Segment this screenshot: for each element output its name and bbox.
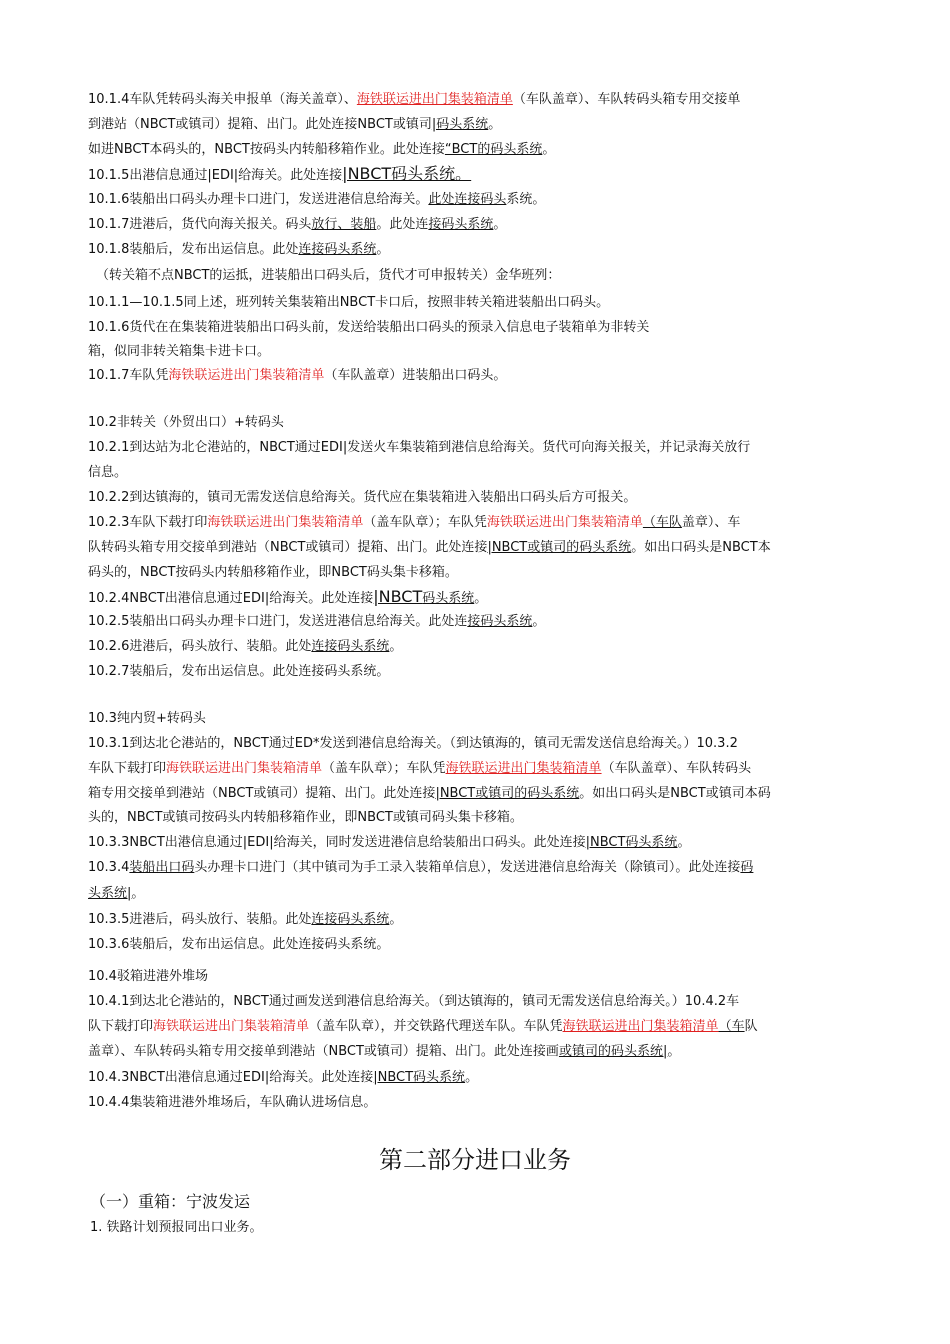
text-segment: 10.4.4集装箱进港外堆场后，车队确认进场信息。 xyxy=(88,1095,377,1110)
text-segment: 。 xyxy=(532,614,546,629)
part-title: 第二部分进口业务 xyxy=(379,1146,571,1174)
text-line xyxy=(88,635,868,660)
text-segment: 队转码头箱专用交接单到港站（NBCT或镇司）提箱、出门。此处连接 xyxy=(88,540,488,555)
text-line xyxy=(88,486,868,511)
text-segment: 如进NBCT本码头的，NBCT按码头内转船移箱作业。此处连接 xyxy=(88,142,445,157)
text-line xyxy=(88,561,868,586)
text-line: 1. 铁路计划预报同出口业务。 xyxy=(90,1220,263,1235)
text-segment: 此处连接码头 xyxy=(428,192,507,207)
text-line xyxy=(88,882,868,907)
text-segment: 或镇司的码头系统| xyxy=(558,1044,668,1059)
text-line xyxy=(88,732,868,757)
text-segment: 海铁联运进出门集装箱清单 xyxy=(486,515,643,530)
text-segment: 。 xyxy=(465,1070,479,1085)
text-line xyxy=(88,1015,868,1040)
text-line xyxy=(88,188,868,213)
text-segment: （车队盖章）进装船出口码头。 xyxy=(324,368,507,383)
text-line xyxy=(88,831,868,856)
text-segment: （转关箱不点NBCT的运抵，进装船出口码头后，货代才可申报转关）金华班列： xyxy=(96,268,561,283)
text-segment: |NBCT码头系统 xyxy=(373,1070,466,1085)
text-segment: 10.3.4 xyxy=(88,860,130,875)
text-segment: 。 xyxy=(376,242,390,257)
text-line xyxy=(88,782,868,807)
text-segment: 装船出口码 xyxy=(129,860,195,875)
text-segment: 。 xyxy=(493,217,507,232)
section-heading xyxy=(88,965,868,990)
text-segment: （车 xyxy=(718,1019,745,1034)
text-line xyxy=(88,213,868,238)
text-segment: 盖章）、车队转码头箱专用交接单到港站（NBCT或镇司）提箱、出门。此处连接画 xyxy=(88,1044,559,1059)
text-segment: 。 xyxy=(389,639,403,654)
text-segment: 10.3纯内贸+转码头 xyxy=(88,711,206,726)
text-segment: 10.2.1到达站为北仑港站的，NBCT通过EDI|发送火车集装箱到港信息给海关。货代可向海关报关，并记录海关放行 xyxy=(88,440,751,455)
text-segment: 盖章）、车 xyxy=(681,515,741,530)
text-segment: 。 xyxy=(677,835,691,850)
text-segment: 头办理卡口进门（其中镇司为手工录入装箱单信息），发送进港信息给海关（除镇司）。此处连接 xyxy=(194,860,741,875)
text-line xyxy=(88,1066,868,1091)
section-heading xyxy=(88,411,868,436)
text-segment: 系统。 xyxy=(506,192,546,207)
text-segment: 10.2非转关（外贸出口）+转码头 xyxy=(88,415,284,430)
text-segment: 10.4.3NBCT出港信息通过EDI|给海关。此处连接 xyxy=(88,1070,374,1085)
text-segment: 10.3.5进港后，码头放行、装船。此处 xyxy=(88,912,312,927)
text-segment: |码头系统 xyxy=(431,117,489,132)
text-segment: 队 xyxy=(744,1019,758,1034)
text-segment: 10.1.5出港信息通过|EDI|给海关。此处连接 xyxy=(88,168,343,183)
text-segment: 海铁联运进出门集装箱清单 xyxy=(166,761,323,776)
text-line xyxy=(88,113,868,138)
text-segment: （车队盖章）、车队转码头 xyxy=(601,761,752,776)
text-segment: 。 xyxy=(488,117,502,132)
text-segment: 车队下载打印 xyxy=(88,761,167,776)
text-segment: 连接码头系统 xyxy=(298,242,377,257)
text-segment: 。 xyxy=(474,591,488,606)
text-segment: 。 xyxy=(542,142,556,157)
text-line xyxy=(88,1040,868,1065)
text-line xyxy=(88,340,868,365)
text-line xyxy=(88,990,868,1015)
text-segment: 10.2.4NBCT出港信息通过EDI|给海关。此处连接 xyxy=(88,591,374,606)
text-segment: 10.1.8装船后，发布出运信息。此处 xyxy=(88,242,299,257)
text-segment: 连接码头系统 xyxy=(311,912,390,927)
text-line xyxy=(88,316,868,341)
text-line xyxy=(88,908,868,933)
text-line xyxy=(88,436,868,461)
text-segment: 10.4.1到达北仑港站的，NBCT通过画发送到港信息给海关。（到达镇海的，镇司无需发送信息给海关。）10.4.2车 xyxy=(88,994,740,1009)
subsection-title: （一）重箱：宁波发运 xyxy=(90,1192,251,1211)
text-line xyxy=(88,461,868,486)
text-segment: 10.2.5装船出口码头办理卡口进门，发送进港信息给海关。此处连 xyxy=(88,614,468,629)
text-segment: 放行、装船 xyxy=(311,217,377,232)
text-segment: 队下载打印 xyxy=(88,1019,154,1034)
text-segment: 海铁联运进出门集装箱清单 xyxy=(153,1019,310,1034)
text-segment: |NBCT或镇司的码头系统 xyxy=(487,540,632,555)
text-segment: （车队 xyxy=(642,515,682,530)
text-line xyxy=(88,660,868,685)
text-segment: 箱，似同非转关箱集卡进卡口。 xyxy=(88,344,271,359)
text-segment: 海铁联运进出门集装箱清单 xyxy=(562,1019,719,1034)
text-line xyxy=(88,291,868,316)
text-segment: 海铁联运进出门集装箱清单 xyxy=(356,92,513,107)
text-line xyxy=(88,511,868,536)
text-segment: 10.4驳箱进港外堆场 xyxy=(88,969,208,984)
text-segment: 到港站（NBCT或镇司）提箱、出门。此处连接NBCT或镇司 xyxy=(88,117,432,132)
text-line xyxy=(88,757,868,782)
text-line xyxy=(88,856,868,881)
text-segment: 10.3.3NBCT出港信息通过|EDI|给海关，同时发送进港信息给装船出口码头。此处连接 xyxy=(88,835,586,850)
text-segment: 海铁联运进出门集装箱清单 xyxy=(207,515,364,530)
text-segment: 10.1.4车队凭转码头海关申报单（海关盖章）、 xyxy=(88,92,357,107)
text-segment: 码 xyxy=(740,860,754,875)
text-segment: 10.1.7进港后，货代向海关报关。码头 xyxy=(88,217,312,232)
text-line xyxy=(88,536,868,561)
text-segment: “BCT的码头系统 xyxy=(444,142,543,157)
text-segment: 接码头系统 xyxy=(467,614,533,629)
text-segment: 。此处连 xyxy=(376,217,429,232)
text-line xyxy=(88,806,868,831)
text-segment: 10.1.1—10.1.5同上述，班列转关集装箱出NBCT卡口后，按照非转关箱进装船出口码头。 xyxy=(88,295,610,310)
section-heading xyxy=(88,707,868,732)
text-segment: 头系统| xyxy=(88,886,132,901)
text-segment: 10.2.3车队下载打印 xyxy=(88,515,208,530)
text-segment: 码头的，NBCT按码头内转船移箱作业，即NBCT码头集卡移箱。 xyxy=(88,565,458,580)
text-segment: 10.1.6装船出口码头办理卡口进门，发送进港信息给海关。 xyxy=(88,192,429,207)
text-segment: 10.3.1到达北仑港站的，NBCT通过ED*发送到港信息给海关。（到达镇海的，镇司无需发送信息给海关。）10.3.2 xyxy=(88,736,738,751)
text-segment: 。 xyxy=(131,886,145,901)
text-segment: 。 xyxy=(389,912,403,927)
text-line xyxy=(88,162,868,189)
text-segment: 10.1.6货代在在集装箱进装船出口码头前，发送给装船出口码头的预录入信息电子装箱单为非转关 xyxy=(88,320,650,335)
text-segment: （车队盖章）、车队转码头箱专用交接单 xyxy=(512,92,741,107)
text-segment: 码头系统 xyxy=(422,591,475,606)
text-line xyxy=(88,88,868,113)
text-line xyxy=(96,264,876,289)
text-line xyxy=(88,610,868,635)
text-line xyxy=(88,238,868,263)
text-segment: |NBCT码头系统 xyxy=(585,835,678,850)
text-segment: 海铁联运进出门集装箱清单 xyxy=(445,761,602,776)
text-segment: |NBCT码头系统。 xyxy=(342,164,472,183)
text-segment: 连接码头系统 xyxy=(311,639,390,654)
text-segment: （盖车队章）；车队凭 xyxy=(363,515,487,530)
text-segment: 10.2.7装船后，发布出运信息。此处连接码头系统。 xyxy=(88,664,390,679)
text-segment: 箱专用交接单到港站（NBCT或镇司）提箱、出门。此处连接 xyxy=(88,786,436,801)
text-segment: 信息。 xyxy=(88,465,128,480)
text-segment: |NBCT xyxy=(373,587,423,606)
text-line xyxy=(88,1091,868,1116)
text-line xyxy=(88,933,868,958)
text-segment: （盖车队章），并交铁路代理送车队。车队凭 xyxy=(309,1019,563,1034)
text-segment: 10.2.2到达镇海的，镇司无需发送信息给海关。货代应在集装箱进入装船出口码头后方可报关。 xyxy=(88,490,637,505)
text-segment: 。如出口码头是NBCT本 xyxy=(631,540,771,555)
text-segment: 。如出口码头是NBCT或镇司本码 xyxy=(579,786,771,801)
text-segment: 海铁联运进出门集装箱清单 xyxy=(168,368,325,383)
text-line xyxy=(88,138,868,163)
text-segment: （盖车队章）；车队凭 xyxy=(322,761,446,776)
text-segment: 头的，NBCT或镇司按码头内转船移箱作业，即NBCT或镇司码头集卡移箱。 xyxy=(88,810,523,825)
text-line xyxy=(88,364,868,389)
text-segment: 。 xyxy=(667,1044,681,1059)
text-line xyxy=(88,585,868,612)
text-segment: 10.2.6进港后，码头放行、装船。此处 xyxy=(88,639,312,654)
text-segment: 接码头系统 xyxy=(428,217,494,232)
text-segment: |NBCT或镇司的码头系统 xyxy=(435,786,580,801)
text-segment: 10.3.6装船后，发布出运信息。此处连接码头系统。 xyxy=(88,937,390,952)
text-segment: 10.1.7车队凭 xyxy=(88,368,169,383)
